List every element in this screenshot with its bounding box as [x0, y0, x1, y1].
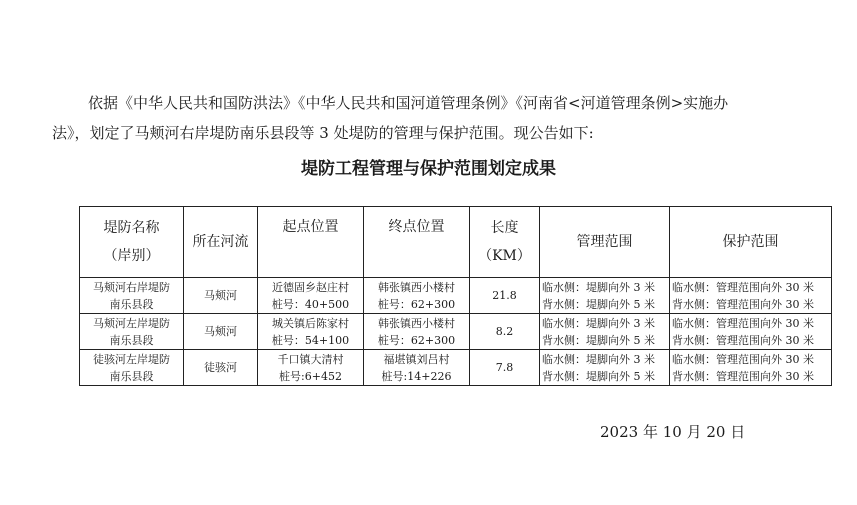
cell-protection-range — [670, 314, 832, 350]
header-length-line2: （KM） — [478, 248, 531, 264]
levee-name-line2: 南乐县段 — [109, 297, 154, 311]
end-station: 桩号：62+300 — [377, 333, 456, 347]
protection-back-side: 背水侧：管理范围向外 30 米 — [672, 333, 814, 347]
protection-back-side: 背水侧：管理范围向外 30 米 — [672, 297, 814, 311]
start-location: 城关镇后陈家村 — [272, 316, 349, 330]
levee-name-line1: 徒骇河左岸堤防 — [93, 352, 170, 366]
cell-management-range — [540, 278, 670, 314]
announcement-date: 2023 年 10 月 20 日 — [600, 423, 746, 441]
notice-line-1: 依据《中华人民共和国防洪法》《中华人民共和国河道管理条例》《河南省<河道管理条例>实施办 — [88, 94, 729, 112]
start-station: 桩号：40+500 — [271, 297, 350, 311]
levee-name-line1: 马颊河右岸堤防 — [93, 280, 170, 294]
cell-length: 7.8 — [470, 350, 540, 386]
cell-levee-name — [80, 314, 184, 350]
cell-protection-range — [670, 278, 832, 314]
end-location: 韩张镇西小楼村 — [378, 316, 455, 330]
header-start: 起点位置 — [258, 207, 364, 278]
protection-water-side: 临水侧：管理范围向外 30 米 — [672, 316, 814, 330]
start-location: 近德固乡赵庄村 — [272, 280, 349, 294]
notice-line-2: 法》，划定了马颊河右岸堤防南乐县段等 3 处堤防的管理与保护范围。现公告如下: — [52, 124, 594, 142]
header-levee-name — [80, 207, 184, 278]
cell-end — [364, 278, 470, 314]
header-levee-name-line1: 堤防名称 — [103, 220, 160, 236]
end-station: 桩号:14+226 — [381, 369, 452, 383]
cell-start — [258, 350, 364, 386]
header-length — [470, 207, 540, 278]
cell-length: 8.2 — [470, 314, 540, 350]
header-protection-range: 保护范围 — [670, 207, 832, 278]
header-levee-name-line2: （岸别） — [103, 248, 160, 264]
levee-name-line1: 马颊河左岸堤防 — [93, 316, 170, 330]
header-length-line1: 长度 — [490, 220, 519, 236]
table-row — [80, 350, 832, 386]
header-management-range: 管理范围 — [540, 207, 670, 278]
start-station: 桩号：54+100 — [271, 333, 350, 347]
cell-end — [364, 350, 470, 386]
cell-levee-name — [80, 350, 184, 386]
levee-name-line2: 南乐县段 — [109, 333, 154, 347]
end-location: 福堪镇刘吕村 — [383, 352, 450, 366]
header-river: 所在河流 — [184, 207, 258, 278]
start-location: 千口镇大清村 — [277, 352, 344, 366]
cell-levee-name — [80, 278, 184, 314]
levee-range-table — [79, 206, 832, 386]
management-back-side: 背水侧：堤脚向外 5 米 — [542, 333, 655, 347]
protection-water-side: 临水侧：管理范围向外 30 米 — [672, 352, 814, 366]
table-header-row — [80, 207, 832, 278]
cell-end — [364, 314, 470, 350]
table-row — [80, 314, 832, 350]
protection-back-side: 背水侧：管理范围向外 30 米 — [672, 369, 814, 383]
cell-management-range — [540, 314, 670, 350]
management-water-side: 临水侧：堤脚向外 3 米 — [542, 316, 655, 330]
protection-water-side: 临水侧：管理范围向外 30 米 — [672, 280, 814, 294]
cell-protection-range — [670, 350, 832, 386]
header-end: 终点位置 — [364, 207, 470, 278]
management-back-side: 背水侧：堤脚向外 5 米 — [542, 297, 655, 311]
management-water-side: 临水侧：堤脚向外 3 米 — [542, 352, 655, 366]
cell-start — [258, 314, 364, 350]
cell-river: 马颊河 — [184, 314, 258, 350]
end-station: 桩号：62+300 — [377, 297, 456, 311]
start-station: 桩号:6+452 — [279, 369, 342, 383]
management-back-side: 背水侧：堤脚向外 5 米 — [542, 369, 655, 383]
cell-start — [258, 278, 364, 314]
cell-river: 徒骇河 — [184, 350, 258, 386]
levee-name-line2: 南乐县段 — [109, 369, 154, 383]
cell-management-range — [540, 350, 670, 386]
table-title: 堤防工程管理与保护范围划定成果 — [301, 159, 556, 179]
end-location: 韩张镇西小楼村 — [378, 280, 455, 294]
cell-river: 马颊河 — [184, 278, 258, 314]
cell-length: 21.8 — [470, 278, 540, 314]
table-row — [80, 278, 832, 314]
management-water-side: 临水侧：堤脚向外 3 米 — [542, 280, 655, 294]
